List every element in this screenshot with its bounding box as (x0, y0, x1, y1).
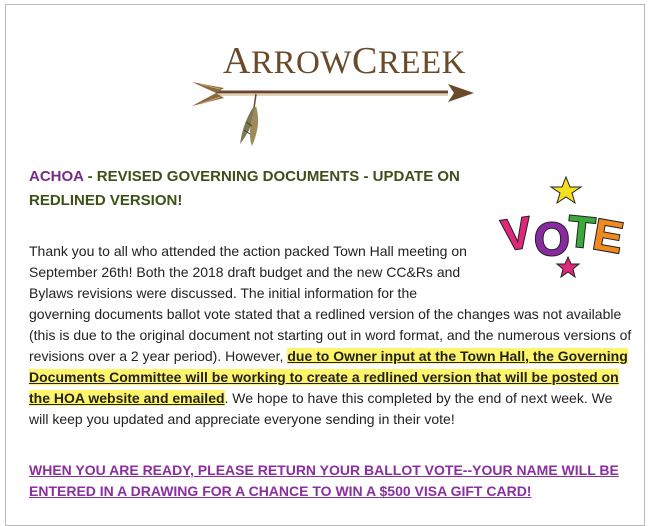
svg-text:O: O (534, 213, 570, 265)
body-paragraph (29, 241, 635, 430)
highlighted-notice: due to Owner input at the Town Hall, the Governing Documents Committee will be working to create a redlined version that will be posted on the HOA website and emailed (29, 348, 628, 406)
svg-text:T: T (565, 206, 598, 259)
arrowcreek-logo (186, 33, 476, 148)
svg-text:V: V (498, 208, 535, 261)
arrow-with-feathers-icon (186, 78, 476, 148)
headline-text: - REVISED GOVERNING DOCUMENTS - UPDATE ON REDLINED VERSION! (29, 168, 460, 209)
body-intro: Thank you to all who attended the action packed Town Hall meeting on September 26th! Both the 2018 draft budget and the new CC&Rs and Bylaws revisions were discussed. The initial information for the governing documents ballot vote stated that a redlined version of the changes was not available (this is due to the original document not starting out in word format, and the numerous versions of revisions over a 2 year period). However, (29, 243, 632, 364)
email-content-frame (5, 4, 645, 526)
body-outro: . We hope to have this completed by the end of next week. We will keep you updated and appreciate everyone sending in their vote! (29, 390, 613, 427)
headline-org: ACHOA (29, 168, 84, 185)
headline (29, 165, 489, 213)
ballot-call-to-action[interactable]: WHEN YOU ARE READY, PLEASE RETURN YOUR BALLOT VOTE--YOUR NAME WILL BE ENTERED IN A DRAWING FOR A CHANCE TO WIN A $500 VISA GIFT CARD! (29, 462, 619, 499)
logo-wordmark: ARROWCREEK (223, 40, 466, 82)
svg-text:E: E (589, 209, 627, 264)
